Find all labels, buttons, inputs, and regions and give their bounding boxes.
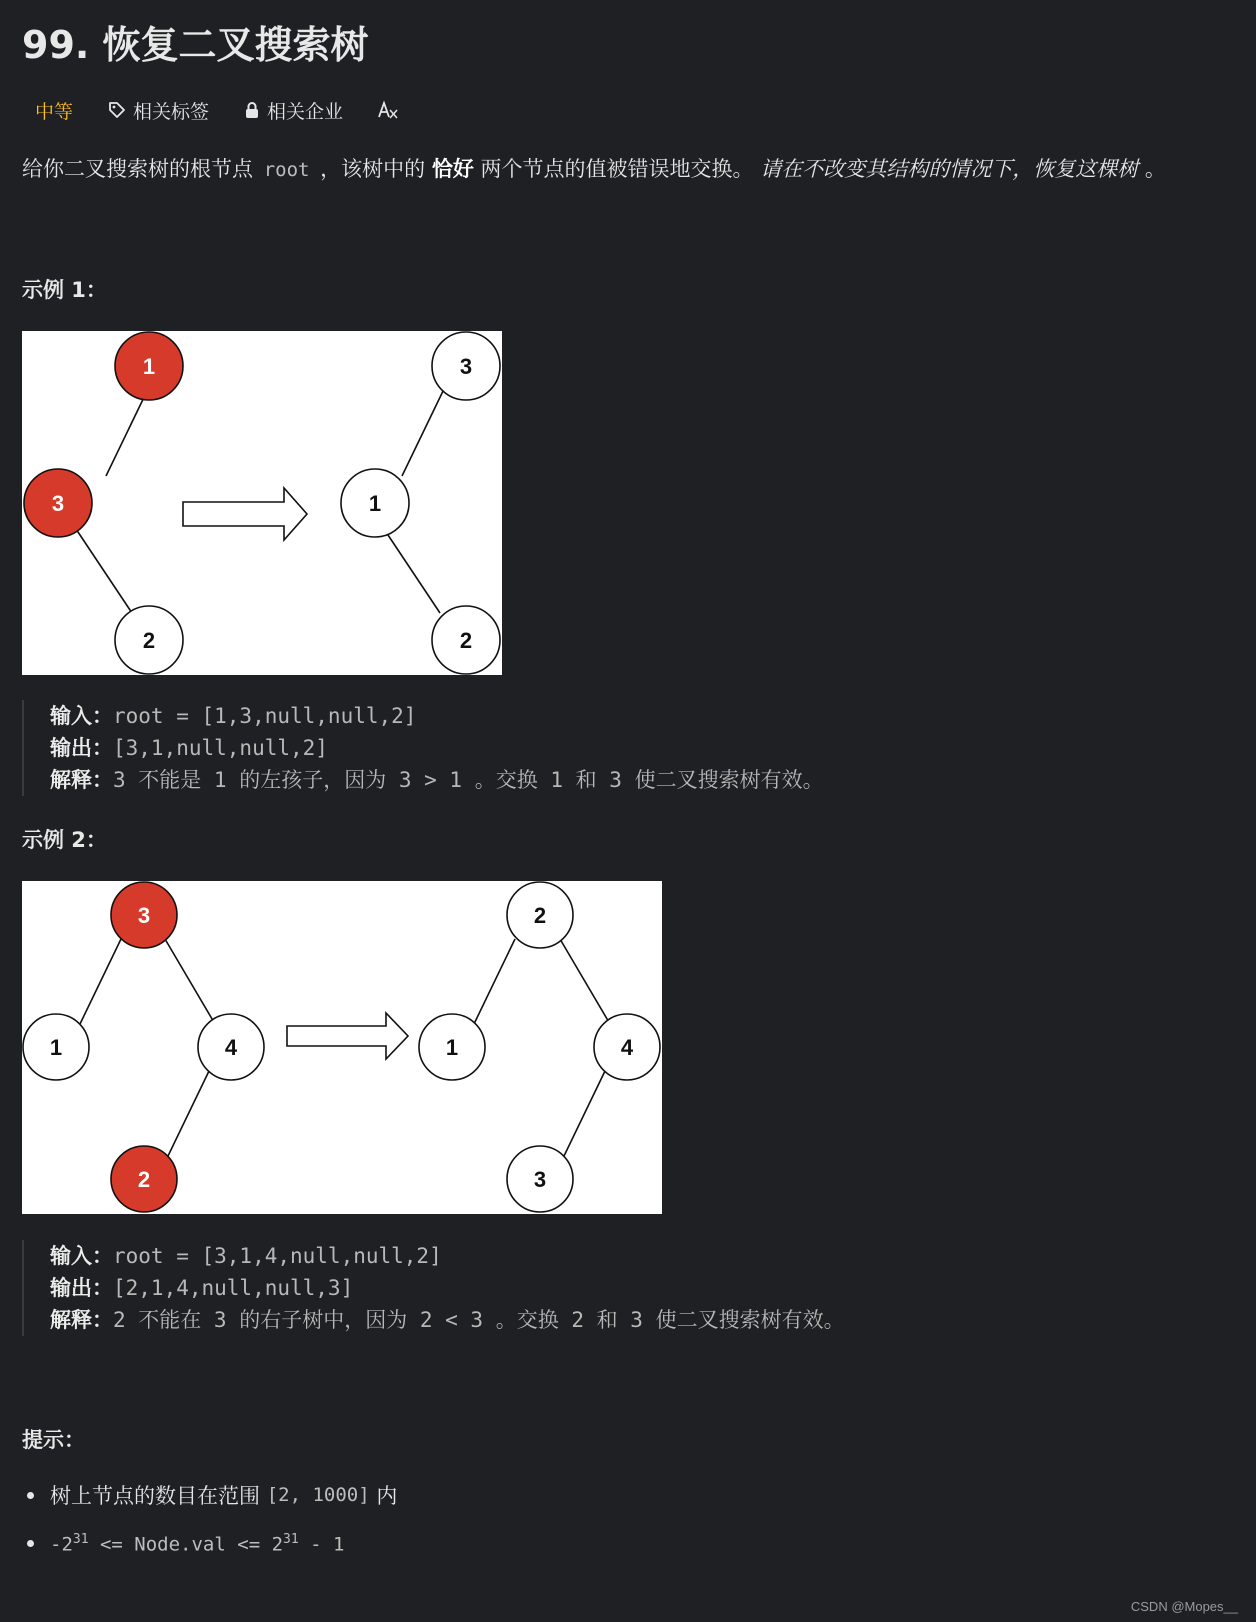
- lock-icon: [243, 100, 261, 120]
- bullet-icon: [27, 1492, 34, 1499]
- node-label: 3: [137, 903, 151, 928]
- node-label: 1: [445, 1035, 459, 1060]
- hint-item: [22, 1532, 344, 1555]
- desc-text: 。: [1144, 157, 1166, 181]
- output-value: [3,1,null,null,2]: [113, 736, 328, 760]
- related-companies-button[interactable]: [243, 97, 343, 124]
- desc-text: ，该树中的: [320, 157, 426, 181]
- hint-text: 树上节点的数目在范围: [50, 1484, 260, 1508]
- example-2-io: [22, 1240, 950, 1336]
- problem-meta-bar: [22, 96, 439, 124]
- node-label: 4: [620, 1035, 634, 1060]
- hints-heading: 提示：: [22, 1428, 85, 1452]
- node-label: 4: [224, 1035, 238, 1060]
- example-1-heading: 示例 1：: [22, 278, 107, 302]
- input-value: root = [3,1,4,null,null,2]: [113, 1244, 442, 1268]
- tree-node: [432, 332, 500, 400]
- node-label: 2: [142, 628, 156, 653]
- tree-node: [23, 1014, 89, 1080]
- example-input: [50, 1240, 950, 1272]
- desc-text: 两个节点的值被错误地交换。: [480, 157, 754, 181]
- example-output: [50, 1272, 950, 1304]
- hint-text: 内: [376, 1484, 398, 1508]
- output-label: 输出：: [50, 736, 113, 760]
- tree-node: [341, 469, 409, 537]
- input-value: root = [1,3,null,null,2]: [113, 704, 417, 728]
- output-label: 输出：: [50, 1276, 113, 1300]
- problem-title: 99. 恢复二叉搜索树: [22, 23, 369, 67]
- explain-label: 解释：: [50, 1308, 113, 1332]
- node-label: 3: [459, 354, 473, 379]
- arrow-icon: [287, 1013, 408, 1059]
- node-label: 3: [533, 1167, 547, 1192]
- related-companies-label: 相关企业: [267, 100, 344, 123]
- tree-node: [432, 606, 500, 674]
- desc-bold: 恰好: [431, 157, 474, 181]
- bullet-icon: [27, 1540, 34, 1547]
- example-explanation: [50, 764, 950, 796]
- node-label: 1: [49, 1035, 63, 1060]
- explain-label: 解释：: [50, 768, 113, 792]
- problem-description: [22, 153, 1166, 186]
- hint-code: [2, 1000]: [266, 1484, 370, 1506]
- node-label: 2: [459, 628, 473, 653]
- example-1-diagram: [22, 331, 502, 675]
- example-2-diagram: [22, 881, 662, 1214]
- hint-item: [22, 1480, 397, 1510]
- tree-node: [198, 1014, 264, 1080]
- tree-node: [111, 882, 177, 948]
- input-label: 输入：: [50, 1244, 113, 1268]
- node-label: 1: [142, 354, 156, 379]
- example-input: [50, 700, 950, 732]
- translate-button[interactable]: [377, 100, 405, 120]
- output-value: [2,1,4,null,null,3]: [113, 1276, 354, 1300]
- node-label: 2: [137, 1167, 151, 1192]
- explain-value: 3 不能是 1 的左孩子，因为 3 > 1 。交换 1 和 3 使二叉搜索树有效。: [113, 768, 824, 792]
- node-label: 3: [51, 491, 65, 516]
- tree-node: [115, 606, 183, 674]
- tree-node: [115, 332, 183, 400]
- tree-node: [24, 469, 92, 537]
- example-1-io: [22, 700, 950, 796]
- tree-node: [507, 1146, 573, 1212]
- inline-code: root: [263, 159, 310, 181]
- tree-node: [594, 1014, 660, 1080]
- node-label: 1: [368, 491, 382, 516]
- example-explanation: [50, 1304, 950, 1336]
- arrow-icon: [183, 488, 307, 540]
- tree-node: [507, 882, 573, 948]
- desc-text: 给你二叉搜索树的根节点: [22, 157, 253, 181]
- desc-italic: 请在不改变其结构的情况下，恢复这棵树: [760, 157, 1139, 181]
- tag-icon: [107, 100, 127, 120]
- related-tags-button[interactable]: [107, 97, 209, 124]
- translate-icon: [377, 100, 399, 120]
- related-tags-label: 相关标签: [133, 100, 210, 123]
- input-label: 输入：: [50, 704, 113, 728]
- node-label: 2: [533, 903, 547, 928]
- example-2-heading: 示例 2：: [22, 828, 107, 852]
- example-output: [50, 732, 950, 764]
- explain-value: 2 不能在 3 的右子树中，因为 2 < 3 。交换 2 和 3 使二叉搜索树有效。: [113, 1308, 845, 1332]
- hint-constraint: $-2^{31}$ <= Node.val <= $2^{31} - 1$: [50, 1532, 345, 1556]
- watermark: CSDN @Mopes__: [1130, 1599, 1238, 1614]
- tree-node: [419, 1014, 485, 1080]
- difficulty-badge: 中等: [35, 100, 74, 123]
- tree-node: [111, 1146, 177, 1212]
